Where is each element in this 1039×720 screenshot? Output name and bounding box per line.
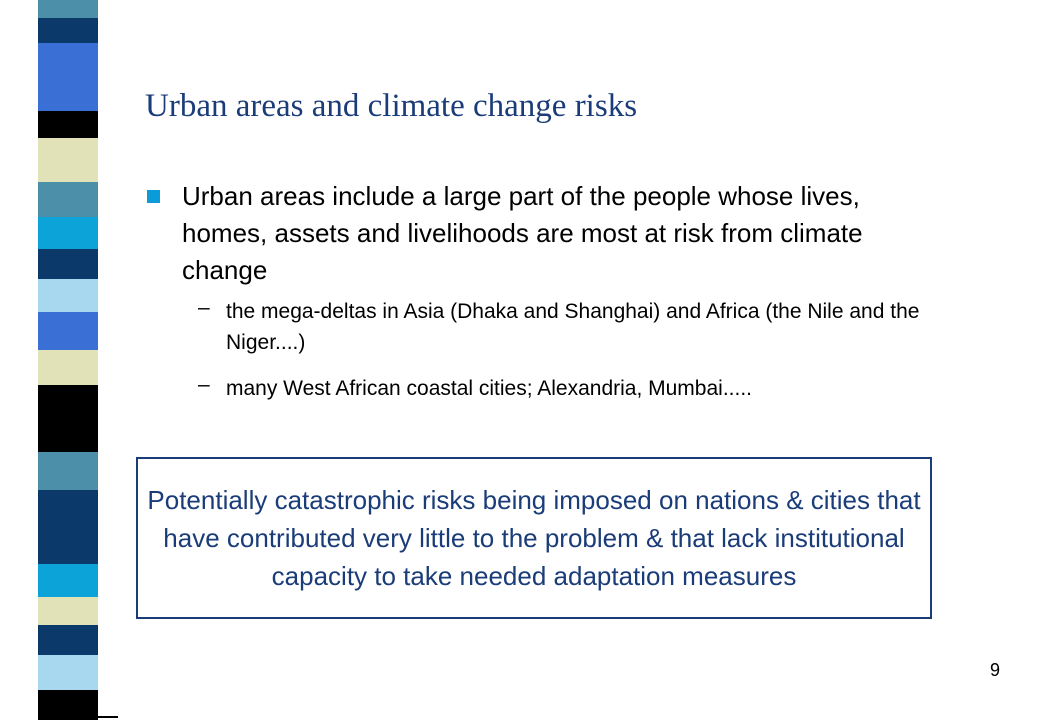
stripe-block xyxy=(38,43,98,73)
stripe-block xyxy=(38,73,98,111)
stripe-block xyxy=(38,18,98,43)
stripe-block xyxy=(38,0,98,18)
stripe-foot-line xyxy=(98,716,118,718)
decorative-stripe-bar xyxy=(0,0,118,720)
stripe-block xyxy=(38,350,98,385)
stripe-block xyxy=(38,217,98,249)
stripe-block xyxy=(38,312,98,350)
sub-bullet-text: the mega-deltas in Asia (Dhaka and Shanghai) and Africa (the Nile and the Niger....) xyxy=(226,300,920,354)
stripe-block xyxy=(38,564,98,597)
stripe-block xyxy=(38,249,98,279)
stripe-block xyxy=(38,530,98,564)
callout-box xyxy=(136,457,932,619)
stripe-block xyxy=(38,690,98,720)
stripe-block xyxy=(38,279,98,312)
sub-bullet-text: many West African coastal cities; Alexandria, Mumbai..... xyxy=(226,377,752,400)
stripe-block xyxy=(38,417,98,452)
stripe-block xyxy=(38,138,98,182)
callout-text: Potentially catastrophic risks being imposed on nations & cities that have contributed very little to the problem & that lack institutional capacity to take needed adaptation measures xyxy=(147,485,921,591)
main-bullet-text: Urban areas include a large part of the people whose lives, homes, assets and livelihoods are most at risk from climate change xyxy=(182,181,863,285)
stripe-block xyxy=(38,655,98,690)
stripe-block xyxy=(38,182,98,217)
bullet-square-icon xyxy=(147,190,160,203)
stripe-block xyxy=(38,385,98,417)
sub-bullet-dash: – xyxy=(198,373,210,396)
stripe-block xyxy=(38,111,98,138)
stripe-block xyxy=(38,490,98,530)
stripe-left-margin xyxy=(0,0,38,720)
sub-bullet-dash: – xyxy=(198,296,210,319)
stripe-block xyxy=(38,452,98,490)
page-number: 9 xyxy=(990,660,1001,680)
stripe-right-gap xyxy=(98,0,118,720)
stripe-block xyxy=(38,625,98,655)
stripe-block xyxy=(38,597,98,625)
slide-title: Urban areas and climate change risks xyxy=(145,88,638,124)
